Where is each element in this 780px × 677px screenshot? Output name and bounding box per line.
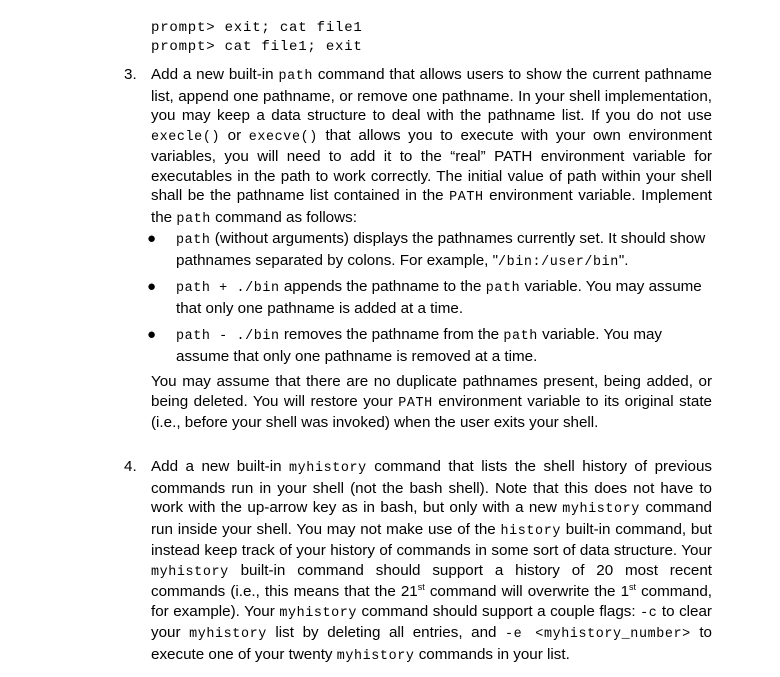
code-example-line-2: prompt> cat file1; exit: [151, 39, 363, 55]
item-4-paragraph: Add a new built-in myhistory command that lists the shell history of previous commands run in your shell (not the bash shell). Note that this does not have to work with the up-arrow key as in bash, but only with a new myhistory command run inside your shell. You may not make use of the history built-in command, but instead keep track of your history of commands in some sort of data structure. Your myhistory built-in command should support a history of 20 most recent commands (i.e., this means that the 21st command will overwrite the 1st command, for example). Your myhistory command should support a couple flags: -c to clear your myhistory list by deleting all entries, and -e <myhistory_number> to execute one of your twenty myhistory commands in your list.: [151, 458, 713, 664]
bullet-path-append: path + ./bin appends the pathname to the path variable. You may assume that only one pathname is added at a time.: [176, 278, 702, 317]
list-number-4: 4.: [124, 458, 137, 475]
item-3-closing-paragraph: You may assume that there are no duplicate pathnames present, being added, or being deleted. You will restore your PATH environment variable to its original state (i.e., before your shell was invoked) when the user exits your shell.: [151, 373, 712, 431]
list-number-3: 3.: [124, 66, 137, 83]
bullet-icon: ●: [147, 230, 157, 247]
item-3-paragraph: Add a new built-in path command that allows users to show the current pathname list, append one pathname, or remove one pathname. In your shell implementation, you may keep a data structure to deal with the pathname list. If you do not use execle() or execve() that allows you to execute with your own environment variables, you will need to add it to the “real” PATH environment variable for executables in the path to work correctly. The initial value of path within your shell shall be the pathname list contained in the PATH environment variable. Implement the path command as follows:: [151, 66, 712, 227]
code-example-line-1: prompt> exit; cat file1: [151, 20, 363, 36]
bullet-path-display: path (without arguments) displays the pathnames currently set. It should show pathnames separated by colons. For example, "/bin:/user/bin".: [176, 230, 706, 270]
bullet-icon: ●: [147, 278, 157, 295]
bullet-path-remove: path - ./bin removes the pathname from the path variable. You may assume that only one pathname is removed at a time.: [176, 326, 663, 365]
bullet-icon: ●: [147, 326, 157, 343]
